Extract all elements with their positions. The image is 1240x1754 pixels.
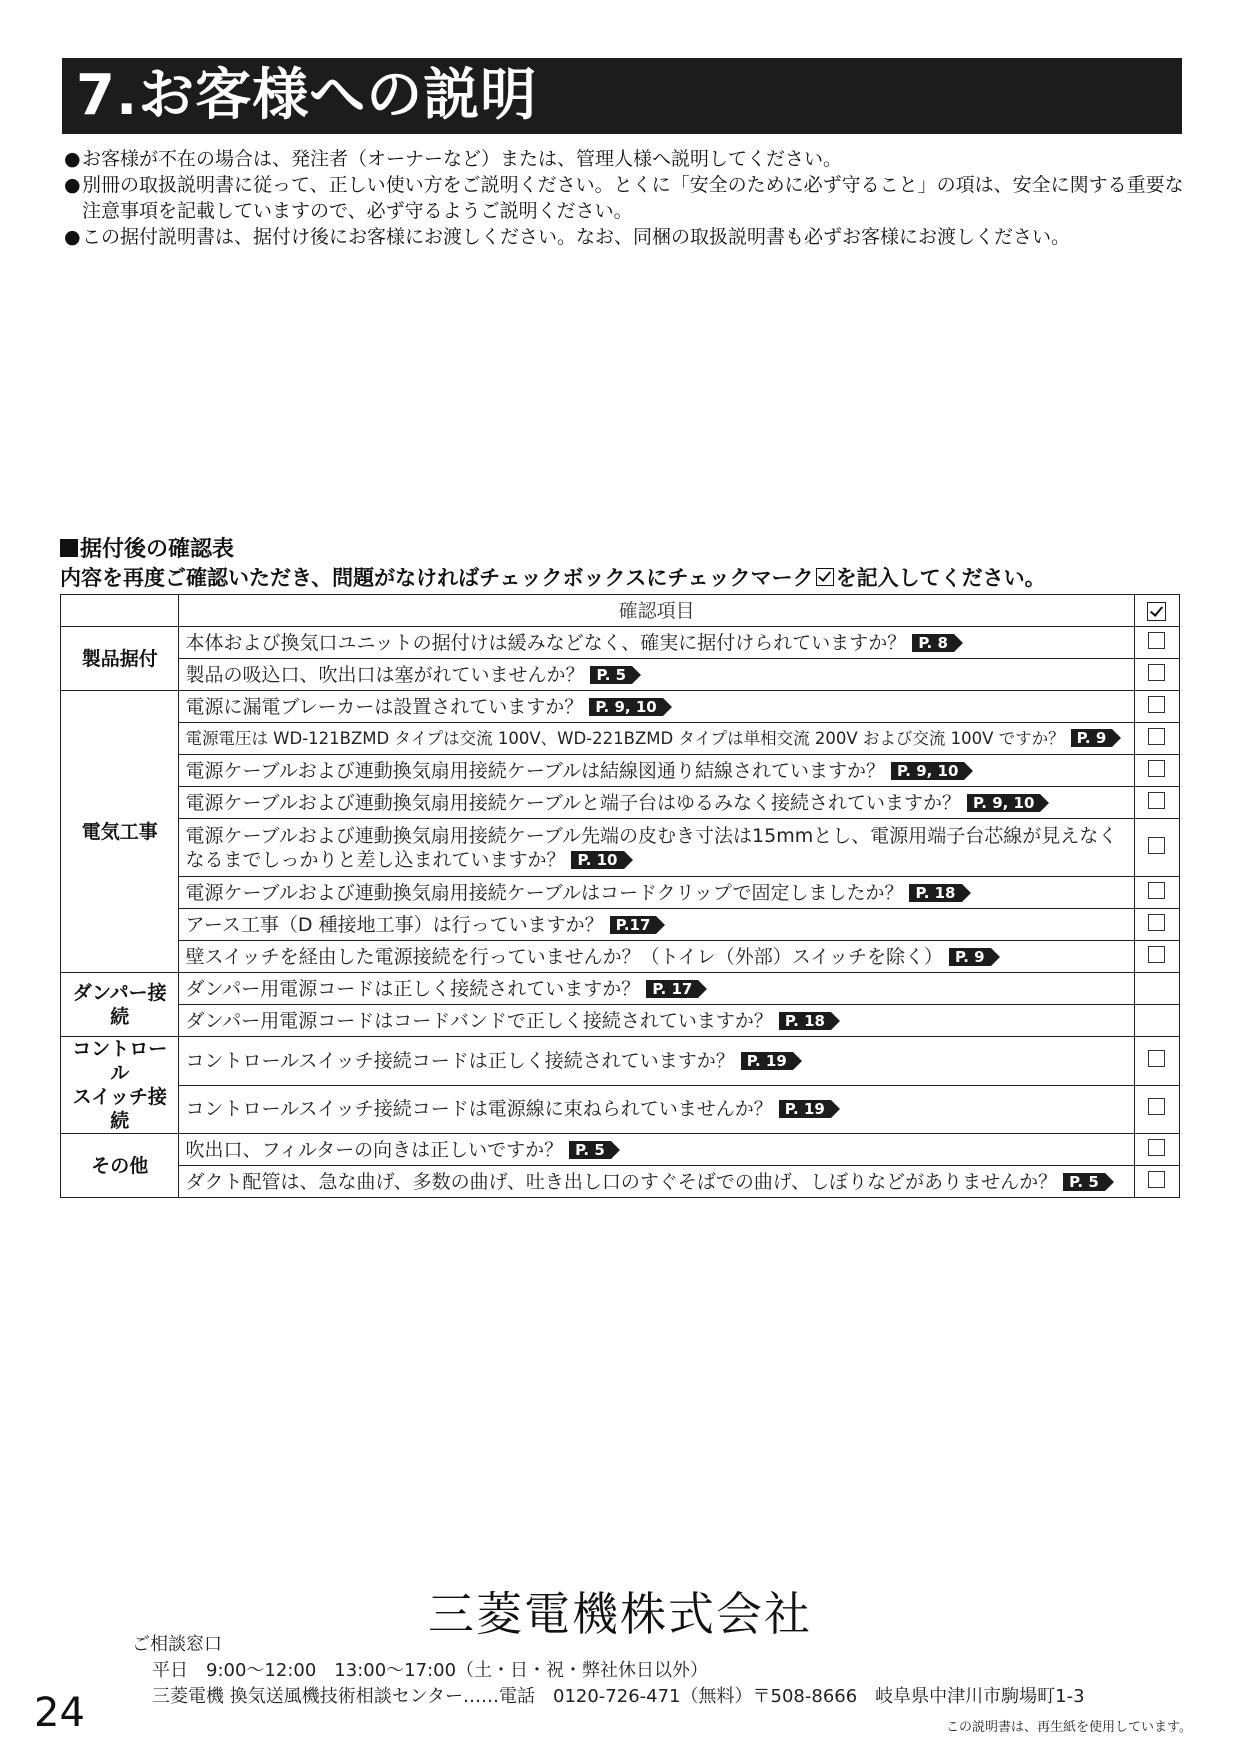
check-item [179,691,1134,723]
section-title-bar [62,58,1182,134]
company-name: 三菱電機株式会社 [428,1587,812,1641]
checkbox-cell[interactable] [1134,877,1179,909]
table-row [61,877,1180,909]
checkbox[interactable] [1148,792,1165,809]
check-item [179,819,1134,877]
page-ref-tag: P. 9, 10 [589,698,662,716]
page-ref-tag: P.17 [610,916,657,934]
table-row [61,973,1180,1005]
check-item [179,941,1134,973]
table-row [61,909,1180,941]
intro-text: 別冊の取扱説明書に従って、正しい使い方をご説明ください。とくに「安全のために必ず守ること」の項は、安全に関する重要な注意事項を記載していますので、必ず守るようご説明ください。 [82,174,1184,222]
page-number: 24 [34,1690,85,1736]
table-header-empty [61,595,179,627]
check-item-text: アース工事（D 種接地工事）は行っていますか？ [185,913,604,936]
table-row [61,819,1180,877]
check-item [179,1166,1134,1198]
check-item-text: 電源ケーブルおよび連動換気扇用接続ケーブルはコードクリップで固定しましたか？ [185,881,904,904]
page-ref-tag: P. 19 [741,1052,793,1070]
checkbox-cell[interactable] [1134,627,1179,659]
check-item [179,973,1134,1005]
checkbox-cell[interactable] [1134,941,1179,973]
check-item-text: 製品の吸込口、吹出口は塞がれていませんか？ [185,663,585,686]
category-label-line: コントロール [72,1038,168,1084]
check-item-text: 電源ケーブルおよび連動換気扇用接続ケーブルと端子台はゆるみなく接続されていますか？ [185,791,962,814]
bullet-icon: ● [64,148,81,170]
post-install-checklist-table [60,594,1180,1198]
square-bullet-icon [60,539,78,557]
checkbox-cell[interactable] [1134,909,1179,941]
check-item [179,1005,1134,1037]
check-item-text: 壁スイッチを経由した電源接続を行っていませんか？（トイレ（外部）スイッチを除く） [185,945,943,968]
checkbox-cell[interactable] [1134,755,1179,787]
intro-notes [64,146,1184,250]
page-title: 7.お客様への説明 [76,63,538,128]
checkbox[interactable] [1148,1050,1165,1067]
checkbox[interactable] [1148,1139,1165,1156]
checkbox[interactable] [1148,914,1165,931]
checkbox[interactable] [1148,1171,1165,1188]
check-item [179,659,1134,691]
table-row [61,755,1180,787]
checkbox-cell[interactable] [1134,1134,1179,1166]
table-row [61,659,1180,691]
checkbox-cell[interactable] [1134,723,1179,755]
checkbox-cell[interactable] [1134,659,1179,691]
check-item-text: ダクト配管は、急な曲げ、多数の曲げ、吐き出し口のすぐそばでの曲げ、しぼりなどがありませんか？ [185,1170,1058,1193]
check-item-text: 電源ケーブルおよび連動換気扇用接続ケーブル先端の皮むき寸法は15mmとし、電源用端子台芯線が見えなくなるまでしっかりと差し込まれていますか？ [185,824,1118,871]
intro-bullet [64,146,1184,172]
recycled-paper-note: この説明書は、再生紙を使用しています。 [946,1720,1192,1735]
check-item-text: コントロールスイッチ接続コードは正しく接続されていますか？ [185,1049,735,1072]
consult-center: 三菱電機 換気送風機技術相談センター……電話 0120-726-471（無料）〒508-8666 岐阜県中津川市駒場町1-3 [152,1686,1085,1707]
checked-box-icon [1147,602,1166,621]
page-ref-tag: P. 19 [779,1100,831,1118]
checkbox[interactable] [1148,1098,1165,1115]
checkbox[interactable] [1148,760,1165,777]
check-item-text: 電源電圧は WD-121BZMD タイプは交流 100V、WD-221BZMD タイプは単相交流 200V および交流 100V ですか？ [185,728,1065,748]
table-row [61,1134,1180,1166]
intro-text: この据付説明書は、据付け後にお客様にお渡しください。なお、同梱の取扱説明書も必ずお客様にお渡しください。 [82,226,1071,248]
table-row [61,1166,1180,1198]
check-item [179,723,1134,755]
consultation-info [132,1632,1085,1710]
bullet-icon: ● [64,226,81,248]
category-control-switch [61,1037,179,1134]
category-label-line: スイッチ接続 [72,1086,167,1132]
checkbox-cell[interactable] [1134,819,1179,877]
check-item [179,877,1134,909]
checkbox[interactable] [1148,837,1165,854]
page-ref-tag: P. 9 [949,948,991,966]
table-row [61,691,1180,723]
checkbox[interactable] [1148,882,1165,899]
check-item-text: 吹出口、フィルターの向きは正しいですか？ [185,1138,564,1161]
consult-label: ご相談窓口 [132,1634,222,1655]
check-item [179,787,1134,819]
check-item [179,1037,1134,1086]
check-item-text: ダンパー用電源コードはコードバンドで正しく接続されていますか？ [185,1009,773,1032]
category-product: 製品据付 [61,627,179,691]
table-row [61,723,1180,755]
page-ref-tag: P. 5 [1063,1173,1105,1191]
check-item-text: コントロールスイッチ接続コードは電源線に束ねられていませんか？ [185,1098,773,1121]
checkbox-cell[interactable] [1134,787,1179,819]
checkbox-cell[interactable] [1134,691,1179,723]
table-header-items: 確認項目 [179,595,1134,627]
check-item-text: 電源に漏電ブレーカーは設置されていますか？ [185,695,584,718]
page-ref-tag: P. 9, 10 [967,794,1040,812]
page-ref-tag: P. 9 [1071,729,1113,747]
bullet-icon: ● [64,174,81,196]
page-ref-tag: P. 17 [646,980,698,998]
checklist-heading [60,532,234,563]
checkmark-box-icon [816,568,834,586]
checkbox[interactable] [1148,728,1165,745]
checkbox[interactable] [1148,632,1165,649]
checkbox-cell[interactable] [1134,1085,1179,1134]
checkbox-cell[interactable] [1134,1037,1179,1086]
table-row [61,627,1180,659]
category-electric: 電気工事 [61,691,179,973]
category-damper: ダンパー接続 [61,973,179,1037]
page-ref-tag: P. 9, 10 [891,762,964,780]
page-ref-tag: P. 18 [909,884,961,902]
instruction-text-end: を記入してください。 [835,566,1046,590]
checkbox-cell[interactable] [1134,1166,1179,1198]
category-other: その他 [61,1134,179,1198]
check-item-text: ダンパー用電源コードは正しく接続されていますか？ [185,977,641,1000]
intro-text: お客様が不在の場合は、発注者（オーナーなど）または、管理人様へ説明してください。 [82,148,843,170]
table-row [61,787,1180,819]
page-ref-tag: P. 5 [590,666,632,684]
checklist-instruction [60,562,1046,592]
check-item [179,1134,1134,1166]
page-ref-tag: P. 10 [571,851,623,869]
check-item [179,1085,1134,1134]
check-item-text: 電源ケーブルおよび連動換気扇用接続ケーブルは結線図通り結線されていますか？ [185,759,886,782]
table-row [61,1085,1180,1134]
table-row [61,1005,1180,1037]
checkbox[interactable] [1148,946,1165,963]
intro-bullet [64,172,1184,224]
checkbox[interactable] [1148,664,1165,681]
consult-hours: 平日 9:00～12:00 13:00～17:00（土・日・祝・弊社休日以外） [152,1660,709,1681]
check-item [179,627,1134,659]
check-item-text: 本体および換気口ユニットの据付けは緩みなどなく、確実に据付けられていますか？ [185,631,907,654]
empty-check-cell [1134,1005,1179,1037]
empty-check-cell [1134,973,1179,1005]
table-header-check [1134,595,1179,627]
instruction-text: 内容を再度ご確認いただき、問題がなければチェックボックスにチェックマーク [60,566,814,590]
check-item [179,755,1134,787]
checkbox[interactable] [1148,696,1165,713]
table-row [61,1037,1180,1086]
page-ref-tag: P. 8 [912,634,954,652]
check-item [179,909,1134,941]
page-ref-tag: P. 18 [779,1012,831,1030]
page-ref-tag: P. 5 [569,1141,611,1159]
checklist-heading-text: 据付後の確認表 [80,537,235,562]
intro-bullet [64,224,1184,250]
table-row [61,941,1180,973]
